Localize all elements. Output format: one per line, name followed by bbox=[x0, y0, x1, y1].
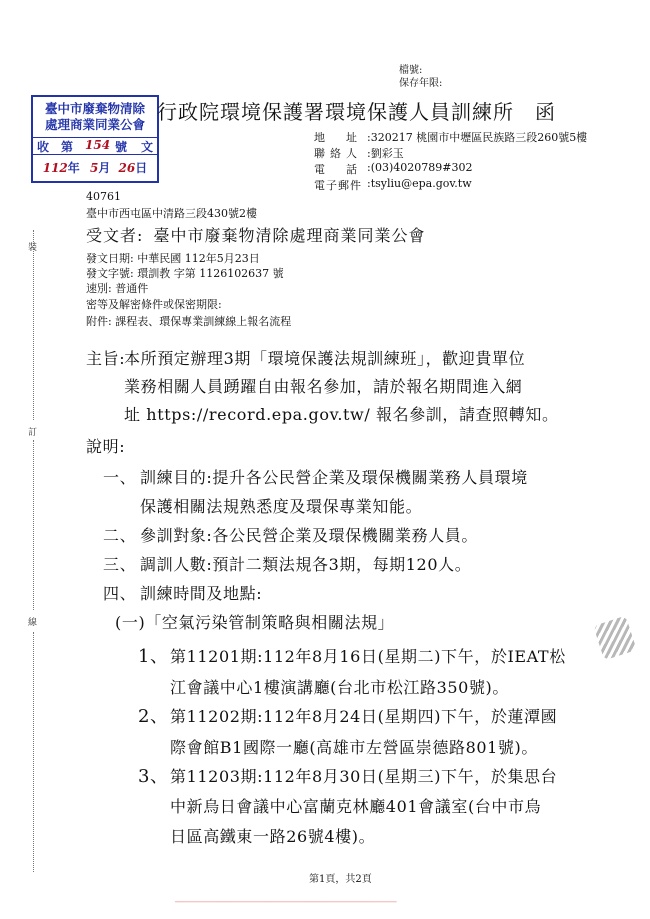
stamp-date-day: 26 bbox=[118, 161, 136, 175]
page-number: 第1頁，共2頁 bbox=[309, 874, 372, 885]
item-2-text: 參訓對象:各公民營企業及環保機關業務人員。 bbox=[140, 526, 478, 545]
document-title: 行政院環境保護署環境保護人員訓練所 函 bbox=[157, 100, 556, 124]
stamp-day-unit: 日 bbox=[135, 161, 148, 175]
subject-line-2: 業務相關人員踴躍自由報名參加，請於報名期間進入網 bbox=[124, 377, 523, 396]
session-3-number: 3、 bbox=[138, 766, 169, 787]
session-2-number: 2、 bbox=[138, 706, 169, 727]
sender-phone-label: 電 話 bbox=[314, 163, 362, 176]
stamp-receipt-suffix: 號 bbox=[115, 140, 128, 154]
file-number-label: 檔號: bbox=[399, 65, 423, 76]
sender-contact-value: :劉彩玉 bbox=[367, 147, 404, 160]
stamp-line-1: 臺中市廢棄物清除 bbox=[44, 101, 145, 116]
recipient-postal-code: 40761 bbox=[86, 190, 121, 203]
stamp-receipt-number: 154 bbox=[85, 138, 111, 152]
stamp-receipt-right: 文 bbox=[141, 140, 154, 154]
scan-mark bbox=[593, 616, 636, 661]
stamp-receipt-left: 收 bbox=[37, 140, 50, 154]
explanation-label: 說明: bbox=[86, 437, 126, 456]
margin-mark-staple: 訂 bbox=[28, 428, 38, 438]
sub-heading: (一)「空氣污染管制策略與相關法規」 bbox=[115, 613, 395, 632]
stamp-date-year: 112 bbox=[42, 161, 68, 175]
item-1-line-2: 保護相關法規熟悉度及環保專業知能。 bbox=[140, 497, 423, 516]
item-1-number: 一、 bbox=[103, 468, 137, 487]
faint-footer-watermark: ▁▁▁▁▁▁▁▁▁▁▁▁▁▁▁▁▁▁▁▁▁▁▁▁▁▁▁▁▁▁▁▁ bbox=[175, 893, 397, 903]
subject-line-1: 本所預定辦理3期「環境保護法規訓練班」，歡迎貴單位 bbox=[124, 349, 526, 368]
recipient-name: 臺中市廢棄物清除處理商業同業公會 bbox=[153, 226, 426, 245]
sender-email-label: 電子郵件 bbox=[314, 179, 362, 192]
recipient-line bbox=[86, 223, 426, 246]
session-3-line-3: 日區高鐵東一路26號4樓)。 bbox=[170, 827, 376, 846]
item-4-text: 訓練時間及地點: bbox=[140, 584, 263, 603]
stamp-receipt-row bbox=[33, 137, 157, 155]
item-2-number: 二、 bbox=[103, 526, 137, 545]
stamp-receipt-mid: 第 bbox=[61, 140, 74, 154]
session-1-number: 1、 bbox=[138, 646, 169, 667]
binding-line-bottom bbox=[33, 632, 34, 872]
stamp-year-unit: 年 bbox=[67, 161, 80, 175]
sender-contact-label: 聯絡人 bbox=[314, 147, 362, 160]
retention-label: 保存年限: bbox=[399, 78, 443, 89]
margin-mark-line: 線 bbox=[28, 618, 38, 628]
session-1-line-2: 江會議中心1樓演講廳(台北市松江路350號)。 bbox=[170, 678, 510, 697]
issue-number: 發文字號: 環訓教 字第 1126102637 號 bbox=[86, 267, 284, 280]
sender-email-value: :tsyliu@epa.gov.tw bbox=[367, 177, 472, 190]
item-3-text: 調訓人數:預計二類法規各3期，每期120人。 bbox=[140, 555, 472, 574]
attachments: 附件: 課程表、環保專業訓練線上報名流程 bbox=[86, 315, 292, 328]
subject-line-3: 址 https://record.epa.gov.tw/ 報名參訓，請查照轉知。 bbox=[124, 405, 559, 424]
recipient-address: 臺中市西屯區中清路三段430號2樓 bbox=[86, 207, 257, 220]
session-1-line-1: 第11201期:112年8月16日(星期二)下午，於IEAT松 bbox=[170, 647, 566, 666]
subject-label: 主旨: bbox=[86, 349, 126, 368]
issue-date: 發文日期: 中華民國 112年5月23日 bbox=[86, 252, 260, 265]
stamp-line-2: 處理商業同業公會 bbox=[44, 117, 145, 132]
session-2-line-1: 第11202期:112年8月24日(星期四)下午，於蓮潭國 bbox=[170, 707, 558, 726]
sender-phone-value: :(03)4020789#302 bbox=[367, 161, 473, 174]
item-1-line-1: 訓練目的:提升各公民營企業及環保機關業務人員環境 bbox=[140, 468, 528, 487]
session-3-line-2: 中新烏日會議中心富蘭克林廳401會議室(台中市烏 bbox=[170, 797, 542, 816]
binding-line-mid bbox=[33, 440, 34, 610]
session-3-line-1: 第11203期:112年8月30日(星期三)下午，於集思台 bbox=[170, 767, 558, 786]
stamp-date-row bbox=[33, 159, 157, 176]
item-4-number: 四、 bbox=[103, 584, 137, 603]
recipient-label: 受文者: bbox=[86, 226, 144, 245]
stamp-month-unit: 月 bbox=[98, 161, 111, 175]
receipt-stamp bbox=[31, 95, 159, 183]
session-2-line-2: 際會館B1國際一廳(高雄市左營區崇德路801號)。 bbox=[170, 738, 538, 757]
stamp-date-month: 5 bbox=[89, 161, 99, 175]
security-level: 密等及解密條件或保密期限: bbox=[86, 298, 222, 311]
margin-mark-bind: 裝 bbox=[28, 243, 38, 253]
item-3-number: 三、 bbox=[103, 555, 137, 574]
sender-address-value: :320217 桃園市中壢區民族路三段260號5樓 bbox=[367, 131, 588, 144]
sender-address-label: 地 址 bbox=[314, 131, 362, 144]
urgency: 速別: 普通件 bbox=[86, 282, 149, 295]
binding-line-top bbox=[33, 230, 34, 420]
